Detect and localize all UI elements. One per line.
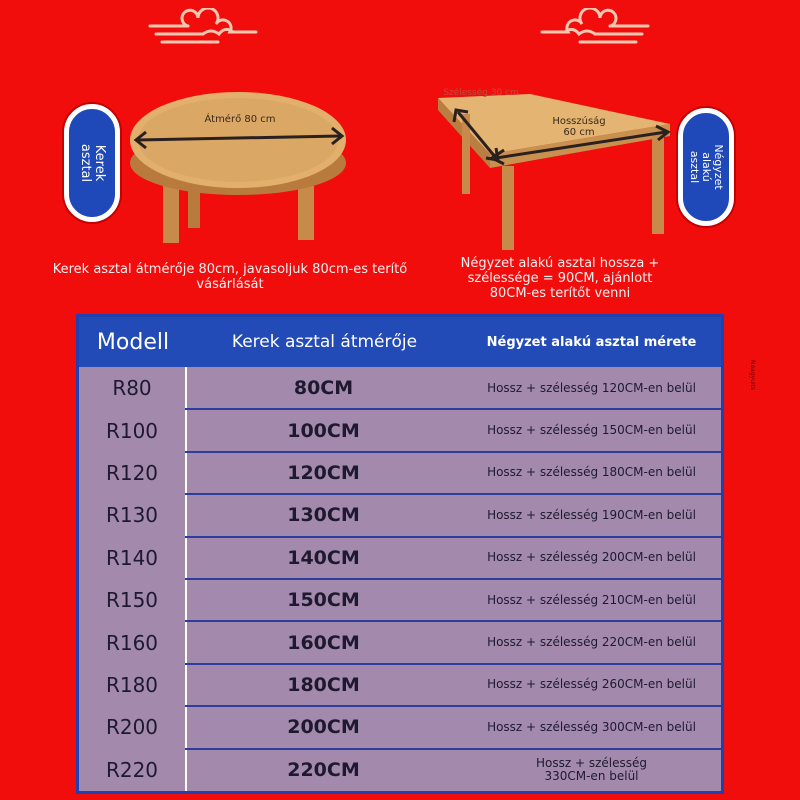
square-table-badge-label: Négyzet alakú asztal bbox=[688, 144, 725, 190]
square-size-cell: Hossz + szélesség 120CM-en belül bbox=[487, 380, 696, 395]
square-table-length-label: Hosszúság 60 cm bbox=[552, 116, 606, 138]
model-cell: R120 bbox=[105, 460, 159, 485]
square-size-cell: Hossz + szélesség 330CM-en belül bbox=[535, 755, 647, 783]
table-header bbox=[79, 317, 721, 367]
diameter-cell: 160CM bbox=[287, 631, 360, 654]
diameter-cell: 180CM bbox=[287, 673, 360, 696]
square-size-cell: Hossz + szélesség 260CM-en belül bbox=[487, 677, 696, 692]
diameter-cell: 200CM bbox=[287, 716, 360, 739]
table-row bbox=[79, 537, 721, 579]
model-cell: R80 bbox=[112, 376, 152, 401]
cloud-ornament-left-icon bbox=[148, 8, 258, 48]
round-table-illustration bbox=[128, 78, 353, 248]
table-row bbox=[79, 664, 721, 706]
cloud-ornament-right-icon bbox=[540, 8, 650, 48]
square-size-cell: Hossz + szélesség 210CM-en belül bbox=[487, 592, 696, 607]
model-cell: R100 bbox=[105, 418, 159, 443]
diameter-cell: 120CM bbox=[287, 461, 360, 484]
diameter-cell: 220CM bbox=[287, 758, 360, 781]
header-square-size: Négyzet alakú asztal mérete bbox=[486, 334, 697, 350]
table-row bbox=[79, 367, 721, 409]
diameter-cell: 80CM bbox=[293, 377, 354, 400]
round-table-diameter-label: Átmérő 80 cm bbox=[204, 114, 276, 125]
size-table bbox=[76, 314, 724, 794]
table-row bbox=[79, 409, 721, 451]
header-model: Modell bbox=[96, 329, 170, 355]
square-size-cell: Hossz + szélesség 190CM-en belül bbox=[487, 507, 696, 522]
square-size-cell: Hossz + szélesség 300CM-en belül bbox=[487, 719, 696, 734]
round-table-badge bbox=[64, 104, 120, 222]
header-round-diameter: Kerek asztal átmérője bbox=[231, 332, 418, 352]
square-size-cell: Hossz + szélesség 150CM-en belül bbox=[487, 423, 696, 438]
table-row bbox=[79, 494, 721, 536]
table-row bbox=[79, 621, 721, 663]
table-row bbox=[79, 452, 721, 494]
square-table-illustration bbox=[430, 84, 680, 254]
square-size-cell: Hossz + szélesség 200CM-en belül bbox=[487, 550, 696, 565]
model-cell: R200 bbox=[105, 715, 159, 740]
model-cell: R180 bbox=[105, 672, 159, 697]
table-row bbox=[79, 579, 721, 621]
diameter-cell: 140CM bbox=[287, 546, 360, 569]
square-size-cell: Hossz + szélesség 180CM-en belül bbox=[487, 465, 696, 480]
model-cell: R160 bbox=[105, 630, 159, 655]
round-table-badge-label: Kerek asztal bbox=[78, 143, 107, 183]
side-watermark: Neagyuits bbox=[749, 360, 756, 391]
model-cell: R130 bbox=[105, 503, 159, 528]
model-cell: R150 bbox=[105, 588, 159, 613]
diameter-cell: 130CM bbox=[287, 504, 360, 527]
diameter-cell: 100CM bbox=[287, 419, 360, 442]
diameter-cell: 150CM bbox=[287, 589, 360, 612]
square-table-caption: Négyzet alakú asztal hossza + szélessége = 90CM, ajánlott 80CM-es terítőt venni bbox=[460, 256, 660, 301]
model-cell: R140 bbox=[105, 545, 159, 570]
square-size-cell: Hossz + szélesség 220CM-en belül bbox=[487, 635, 696, 650]
model-cell: R220 bbox=[105, 757, 159, 782]
table-row bbox=[79, 749, 721, 791]
square-table-badge bbox=[678, 108, 734, 226]
square-table-width-label: Szélesség 30 cm bbox=[443, 88, 519, 98]
table-row bbox=[79, 706, 721, 748]
round-table-caption: Kerek asztal átmérője 80cm, javasoljuk 80cm-es terítő vásárlását bbox=[52, 262, 408, 292]
